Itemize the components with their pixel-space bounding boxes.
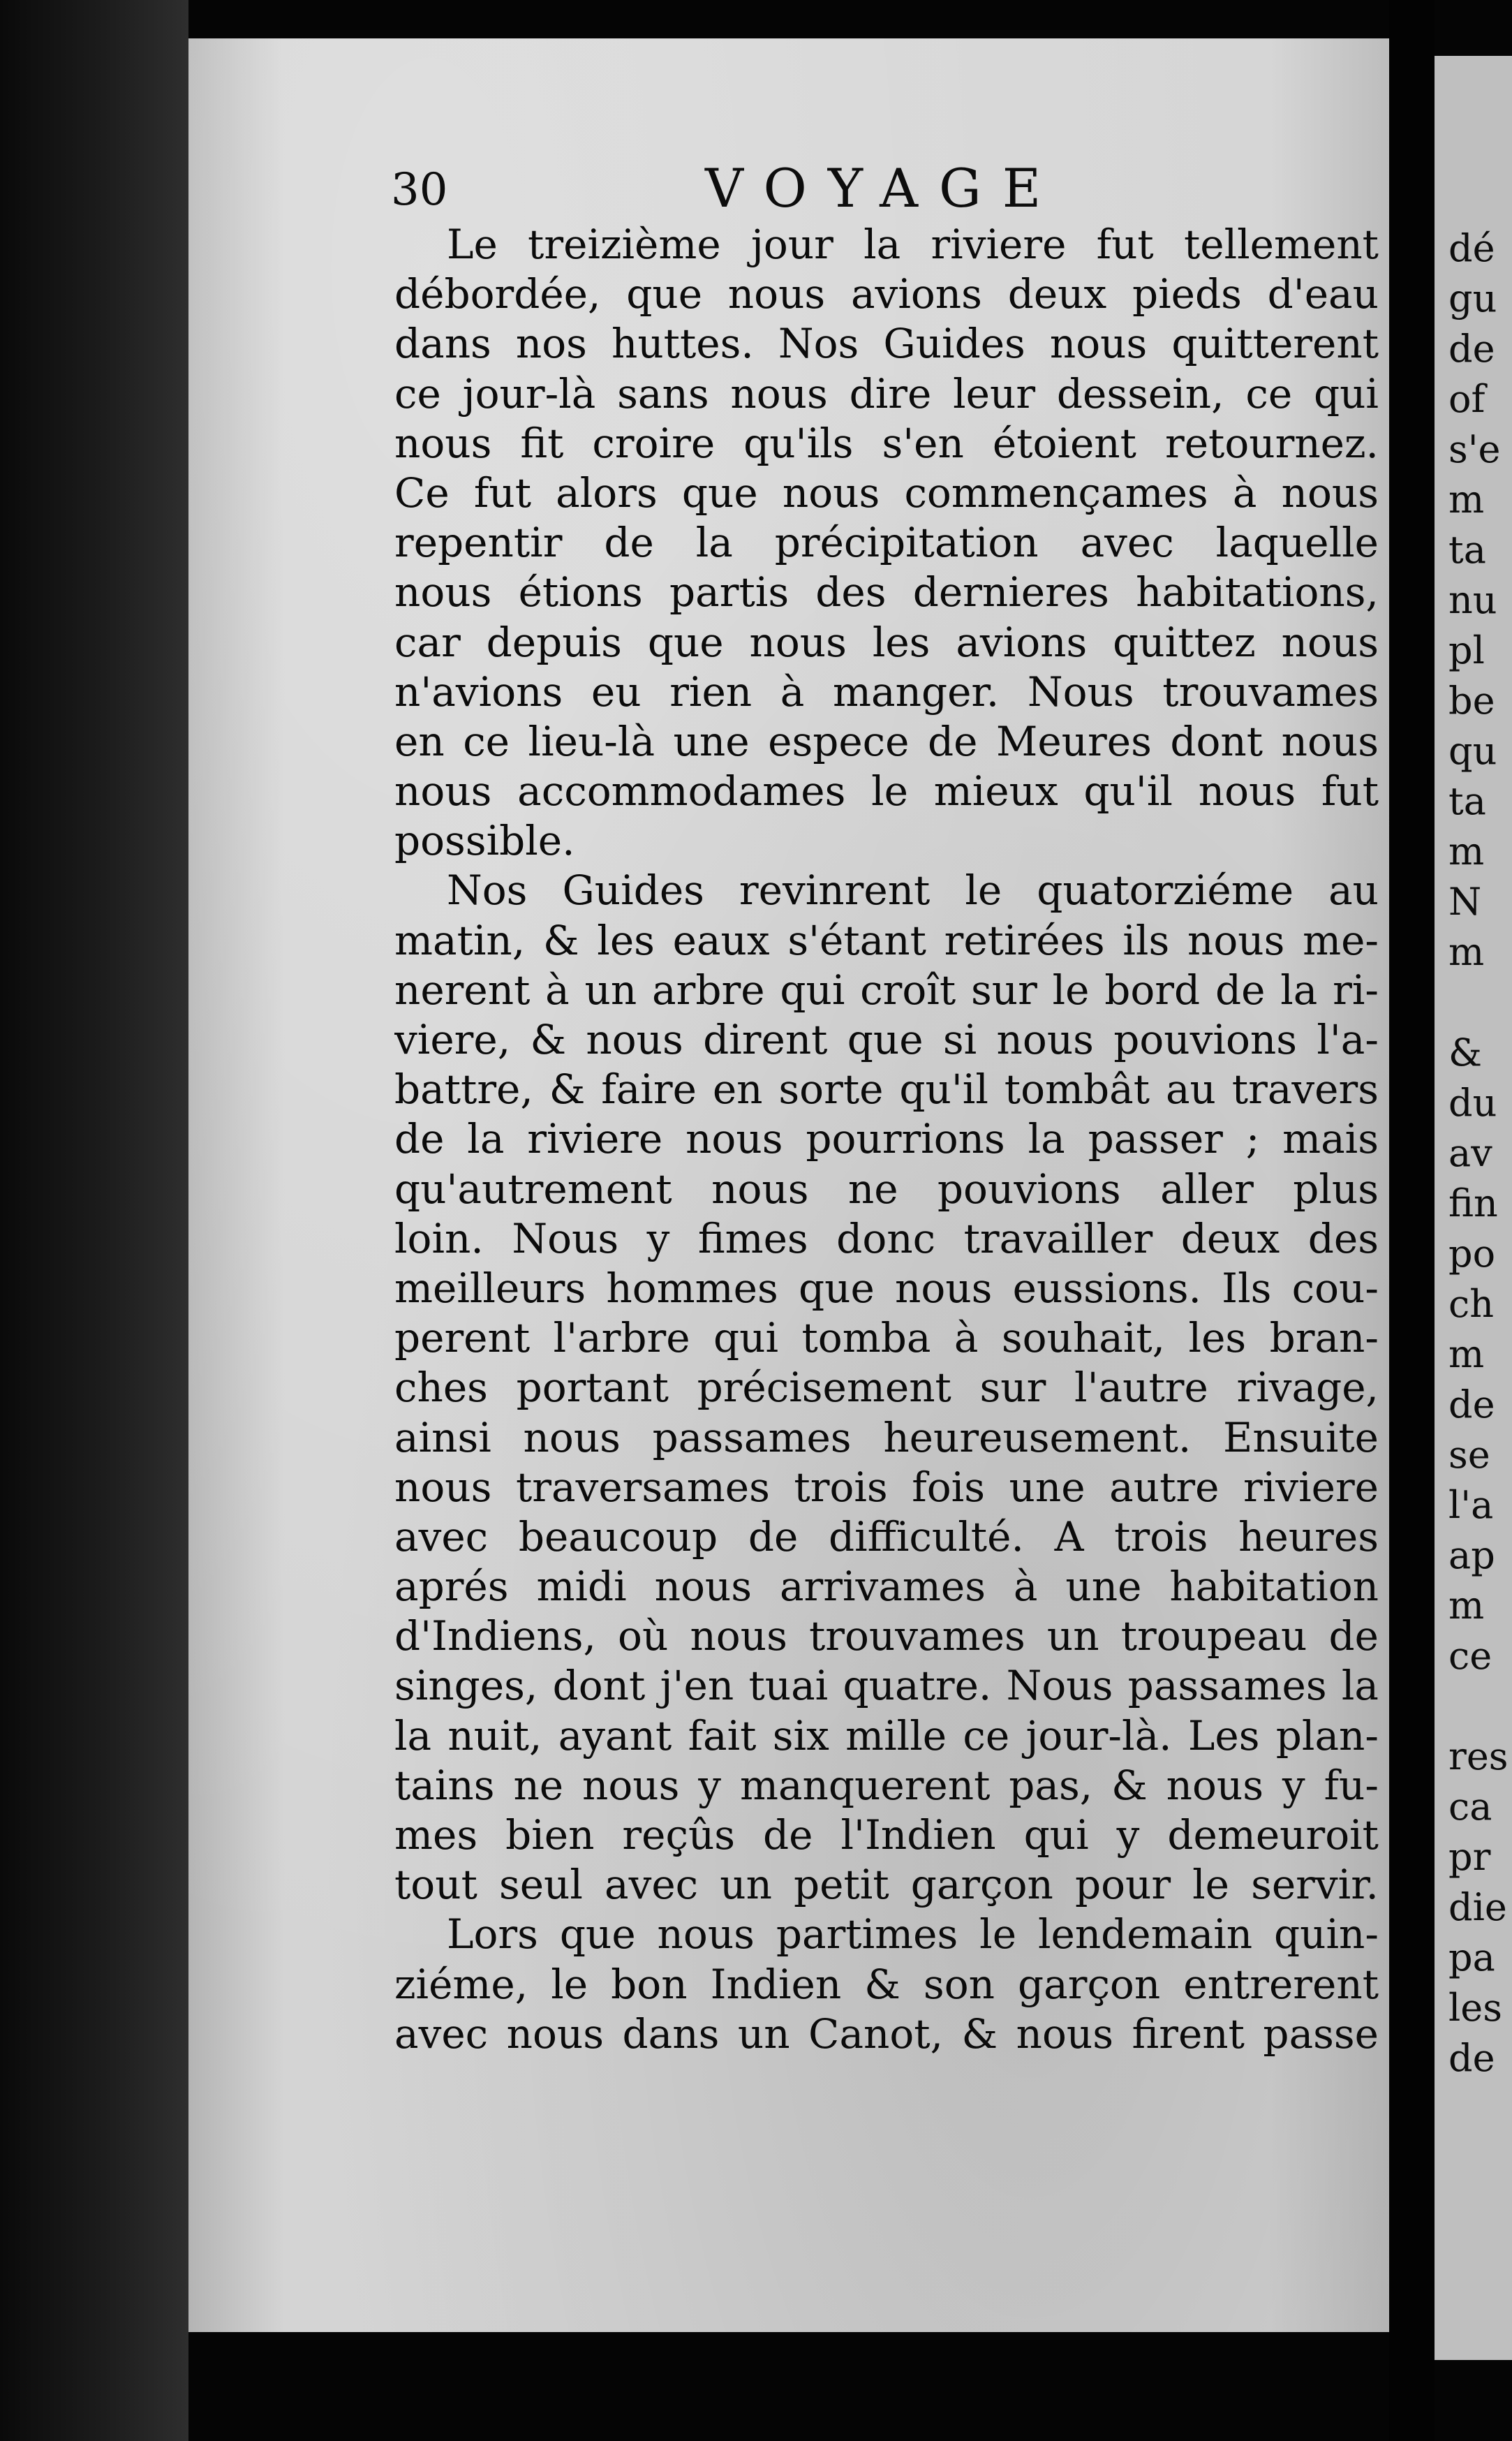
page-number: 30 xyxy=(391,164,448,216)
fragment-line: m xyxy=(1448,1332,1485,1376)
text-line: la nuit, ayant fait six mille ce jour-là. Les plan- xyxy=(394,1711,1379,1760)
text-line: nous fit croire qu'ils s'en étoient retournez. xyxy=(394,419,1379,467)
text-line: possible. xyxy=(394,817,575,865)
fragment-line xyxy=(1448,978,1512,1028)
text-line: viere, & nous dirent que si nous pouvions l'a- xyxy=(394,1016,1379,1063)
fragment-line: dé xyxy=(1448,226,1495,270)
fragment-line: po xyxy=(1448,1232,1496,1276)
text-line: tains ne nous y manquerent pas, & nous y fu- xyxy=(394,1761,1379,1809)
text-line: nerent à un arbre qui croît sur le bord de la ri- xyxy=(394,966,1379,1014)
text-line: nous traversames trois fois une autre riviere xyxy=(394,1463,1379,1511)
text-line: ce jour-là sans nous dire leur dessein, ce qui xyxy=(394,369,1379,418)
text-line: ches portant précisement sur l'autre rivage, xyxy=(394,1364,1379,1412)
text-line: débordée, que nous avions deux pieds d'eau xyxy=(394,270,1379,318)
fragment-line: res xyxy=(1448,1734,1509,1778)
fragment-line xyxy=(1448,1681,1512,1732)
paragraph-1 xyxy=(394,220,1379,866)
book-spine xyxy=(1389,0,1435,2441)
text-line: dans nos huttes. Nos Guides nous quitterent xyxy=(394,320,1379,368)
text-line: repentir de la précipitation avec laquelle xyxy=(394,519,1379,567)
text-line: mes bien reçûs de l'Indien qui y demeuroit xyxy=(394,1811,1379,1859)
fragment-line: qu xyxy=(1448,729,1497,773)
fragment-line: & xyxy=(1448,1031,1483,1075)
fragment-line: pa xyxy=(1448,1935,1495,1979)
fragment-line: ta xyxy=(1448,528,1486,572)
page-header xyxy=(391,157,1382,227)
facing-page-text xyxy=(1448,223,1512,2084)
fragment-line: s'e xyxy=(1448,427,1501,471)
text-line: qu'autrement nous ne pouvions aller plus xyxy=(394,1165,1379,1213)
fragment-line: de xyxy=(1448,1382,1495,1426)
text-line: nous accommodames le mieux qu'il nous fut xyxy=(394,767,1379,816)
fragment-line: m xyxy=(1448,478,1485,522)
text-line: aprés midi nous arrivames à une habitation xyxy=(394,1563,1379,1611)
fragment-line: du xyxy=(1448,1081,1497,1125)
fragment-line: m xyxy=(1448,930,1485,974)
text-line: nous étions partis des dernieres habitations, xyxy=(394,568,1379,617)
fragment-line: de xyxy=(1448,2036,1495,2080)
fragment-line: be xyxy=(1448,679,1495,723)
text-line: en ce lieu-là une espece de Meures dont nous xyxy=(394,717,1379,765)
fragment-line: ch xyxy=(1448,1282,1495,1326)
text-line: n'avions eu rien à manger. Nous trouvames xyxy=(394,668,1379,716)
text-line: ainsi nous passames heureusement. Ensuite xyxy=(394,1413,1379,1461)
fragment-line: les xyxy=(1448,1986,1502,2030)
fragment-line: ta xyxy=(1448,779,1486,823)
body-text xyxy=(394,220,1379,2059)
paragraph-2 xyxy=(394,866,1379,1910)
running-head: VOYAGE xyxy=(705,157,1062,219)
fragment-line: pr xyxy=(1448,1835,1491,1879)
text-line: tout seul avec un petit garçon pour le servir. xyxy=(394,1861,1379,1909)
fragment-line: ap xyxy=(1448,1533,1495,1577)
text-line: meilleurs hommes que nous eussions. Ils cou- xyxy=(394,1264,1379,1312)
fragment-line: m xyxy=(1448,1584,1485,1628)
fragment-line: av xyxy=(1448,1131,1492,1175)
text-line: loin. Nous y fimes donc travailler deux des xyxy=(394,1214,1379,1262)
text-line: perent l'arbre qui tomba à souhait, les bran- xyxy=(394,1314,1379,1362)
paragraph-3 xyxy=(394,1910,1379,2059)
text-line: Le treizième jour la riviere fut tellement xyxy=(447,221,1379,268)
fragment-line: ca xyxy=(1448,1785,1492,1829)
fragment-line: of xyxy=(1448,377,1485,421)
text-line: singes, dont j'en tuai quatre. Nous passames la xyxy=(394,1662,1379,1710)
text-line: ziéme, le bon Indien & son garçon entrerent xyxy=(394,1960,1379,2008)
fragment-line: nu xyxy=(1448,578,1497,622)
text-line: matin, & les eaux s'étant retirées ils nous me- xyxy=(394,916,1379,964)
text-line: car depuis que nous les avions quittez nous xyxy=(394,618,1379,666)
text-line: avec beaucoup de difficulté. A trois heures xyxy=(394,1512,1379,1561)
fragment-line: fin xyxy=(1448,1181,1498,1225)
fragment-line: die xyxy=(1448,1885,1507,1929)
fragment-line: se xyxy=(1448,1433,1490,1477)
book-gutter-left xyxy=(0,0,188,2441)
fragment-line: de xyxy=(1448,327,1495,371)
fragment-line: N xyxy=(1448,880,1482,924)
text-line: Ce fut alors que nous commençames à nous xyxy=(394,469,1379,517)
fragment-line: m xyxy=(1448,829,1485,873)
text-line: battre, & faire en sorte qu'il tombât au travers xyxy=(394,1065,1379,1114)
fragment-line: gu xyxy=(1448,276,1497,320)
fragment-line: l'a xyxy=(1448,1483,1494,1527)
text-line: avec nous dans un Canot, & nous firent passe xyxy=(394,2009,1379,2058)
text-line: Nos Guides revinrent le quatorziéme au xyxy=(447,866,1379,915)
text-line: de la riviere nous pourrions la passer ; mais xyxy=(394,1115,1379,1163)
fragment-line: pl xyxy=(1448,628,1485,672)
text-line: d'Indiens, où nous trouvames un troupeau de xyxy=(394,1612,1379,1660)
text-line: Lors que nous partimes le lendemain quin- xyxy=(447,1910,1379,1959)
fragment-line: ce xyxy=(1448,1634,1492,1678)
